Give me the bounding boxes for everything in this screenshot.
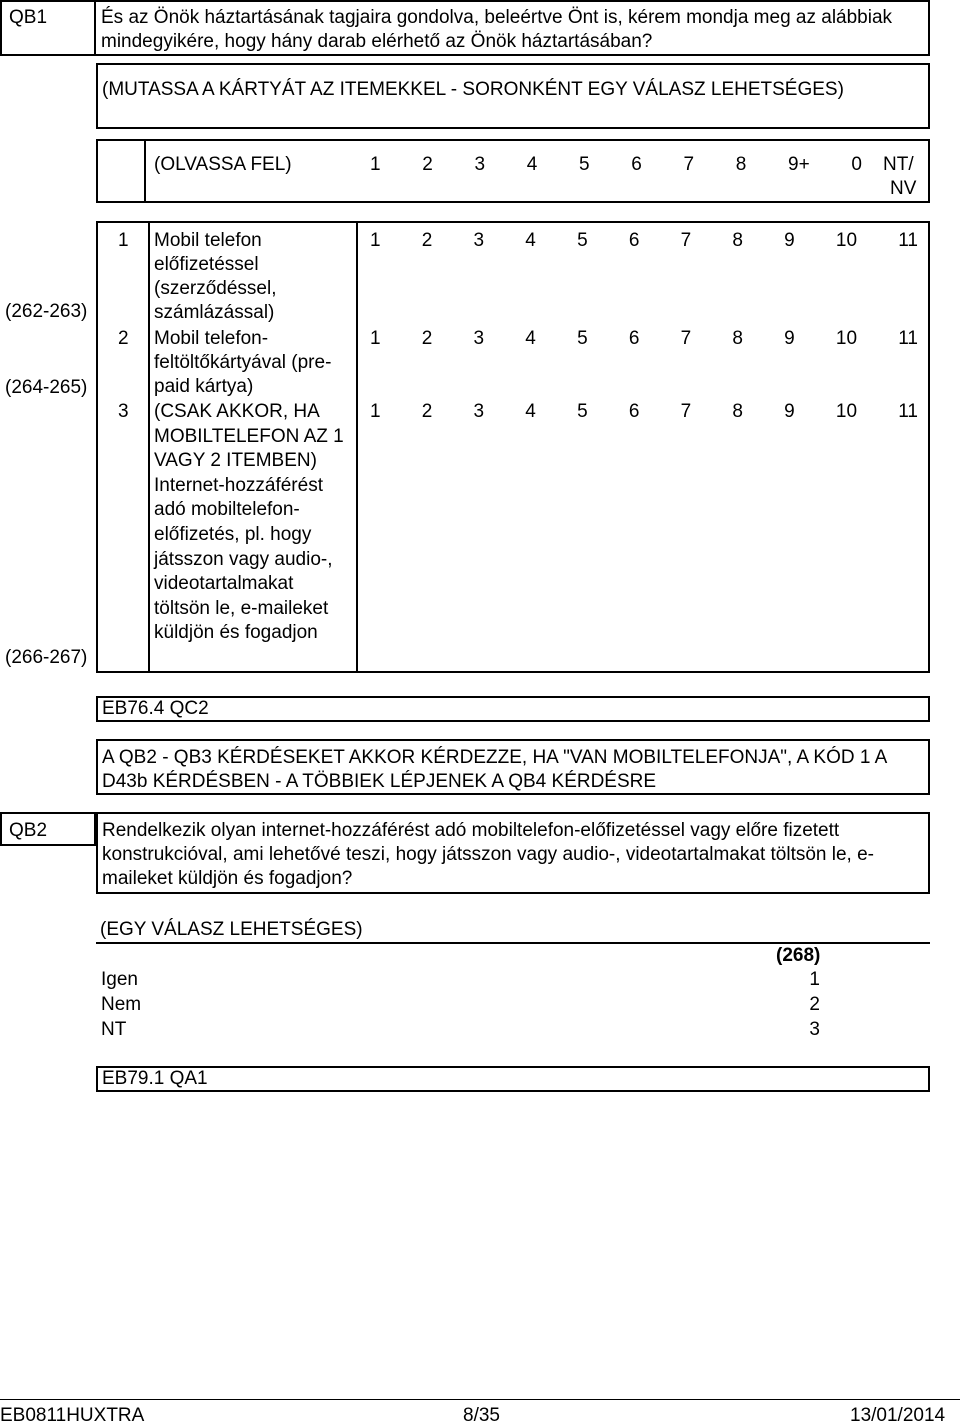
item-scale-3	[370, 400, 918, 424]
scale-2-4[interactable]: 4	[525, 328, 536, 349]
qb1-items-divider-2	[356, 221, 358, 673]
header-scale-8: 8	[735, 154, 747, 175]
qb2-option-nem[interactable]: Nem	[101, 994, 142, 1015]
header-scale-7: 7	[683, 154, 695, 175]
item-scale-1	[370, 229, 918, 253]
qb1-question: És az Önök háztartásának tagjaira gondolva, beleértve Önt is, kérem mondja meg az alábbiak mindegyikére, hogy hány darab elérhető az Önök háztartásában?	[101, 7, 893, 52]
scale-1-9[interactable]: 9	[784, 230, 795, 251]
qb2-source: EB79.1 QA1	[102, 1068, 208, 1089]
qb2-option-nt[interactable]: NT	[101, 1019, 127, 1040]
qb1-source-box	[96, 696, 930, 722]
scale-1-3[interactable]: 3	[473, 230, 485, 251]
scale-2-6[interactable]: 6	[628, 328, 640, 349]
scale-2-7[interactable]: 7	[680, 328, 692, 349]
item-num-2: 2	[118, 328, 129, 349]
header-scale-5: 5	[579, 154, 590, 175]
item-num-1: 1	[118, 230, 129, 251]
header-scale-4: 4	[526, 154, 538, 175]
scale-2-10[interactable]: 10	[835, 328, 858, 349]
scale-1-1[interactable]: 1	[370, 230, 381, 251]
qb2-question: Rendelkezik olyan internet-hozzáférést adó mobiltelefon-előfizetéssel vagy előre fizetett konstrukcióval, ami lehetővé teszi, hogy játsszon vagy audio-, videotartalmakat töltsön le, e-maileket küldjön és fogadjon?	[102, 820, 874, 889]
scale-3-7[interactable]: 7	[680, 401, 692, 422]
qb2-option-igen[interactable]: Igen	[101, 969, 138, 990]
scale-2-5[interactable]: 5	[577, 328, 588, 349]
item-text-1: Mobil telefon előfizetéssel (szerződéssel, számlázással)	[154, 230, 277, 323]
qb2-option-igen-code: 1	[809, 969, 820, 990]
scale-3-10[interactable]: 10	[835, 401, 858, 422]
qb1-header-nv: NV	[890, 178, 917, 199]
qb1-header-read: (OLVASSA FEL)	[154, 154, 292, 175]
qb1-instruction: (MUTASSA A KÁRTYÁT AZ ITEMEKKEL - SORONKÉNT EGY VÁLASZ LEHETSÉGES)	[102, 79, 844, 100]
header-scale-2: 2	[422, 154, 433, 175]
item-text-3: (CSAK AKKOR, HA MOBILTELEFON AZ 1 VAGY 2 ITEMBEN) Internet-hozzáférést adó mobiltelefon-előfizetés, pl. hogy játsszon vagy audio-, videotartalmakat töltsön le, e-maileket küldjön és fogadjon	[154, 401, 344, 644]
scale-3-9[interactable]: 9	[784, 401, 795, 422]
qb2-id: QB2	[9, 820, 48, 841]
filter-instruction: A QB2 - QB3 KÉRDÉSEKET AKKOR KÉRDEZZE, HA "VAN MOBILTELEFONJA", A KÓD 1 A D43b KÉRDÉSBEN - A TÖBBIEK LÉPJENEK A QB4 KÉRDÉSRE	[102, 747, 887, 792]
scale-3-5[interactable]: 5	[577, 401, 588, 422]
qb2-option-nem-code: 2	[809, 994, 820, 1015]
scale-1-7[interactable]: 7	[680, 230, 692, 251]
qb1-header-scale	[370, 153, 862, 177]
scale-2-2[interactable]: 2	[421, 328, 433, 349]
footer-date: 13/01/2014	[850, 1405, 946, 1426]
header-scale-9plus: 9+	[788, 154, 810, 175]
header-scale-1: 1	[370, 154, 381, 175]
scale-1-4[interactable]: 4	[525, 230, 536, 251]
scale-1-10[interactable]: 10	[835, 230, 858, 251]
header-scale-6: 6	[631, 154, 642, 175]
qb2-instruction: (EGY VÁLASZ LEHETSÉGES)	[100, 919, 363, 940]
scale-1-8[interactable]: 8	[732, 230, 743, 251]
qb2-option-nt-code: 3	[809, 1019, 820, 1040]
qb2-code: (268)	[776, 945, 821, 966]
scale-2-8[interactable]: 8	[732, 328, 743, 349]
scale-1-11[interactable]: 11	[898, 230, 918, 251]
footer-page: 8/35	[463, 1405, 500, 1426]
scale-3-2[interactable]: 2	[421, 401, 433, 422]
qb1-id: QB1	[9, 7, 48, 28]
item-scale-2	[370, 327, 918, 351]
item-code-1: (262-263)	[5, 301, 88, 322]
scale-3-3[interactable]: 3	[473, 401, 485, 422]
scale-1-6[interactable]: 6	[628, 230, 640, 251]
scale-3-8[interactable]: 8	[732, 401, 743, 422]
scale-3-1[interactable]: 1	[370, 401, 381, 422]
item-code-3: (266-267)	[5, 647, 88, 668]
qb2-source-box	[96, 1066, 930, 1092]
scale-3-6[interactable]: 6	[628, 401, 640, 422]
qb1-items-divider-1	[148, 221, 150, 673]
scale-1-2[interactable]: 2	[421, 230, 433, 251]
footer-doc-id: EB0811HUXTRA	[0, 1405, 145, 1426]
scale-3-4[interactable]: 4	[525, 401, 536, 422]
scale-2-3[interactable]: 3	[473, 328, 485, 349]
item-num-3: 3	[118, 401, 129, 422]
item-text-2: Mobil telefon-feltöltőkártyával (pre-paid kártya)	[154, 328, 332, 397]
header-scale-0: 0	[851, 154, 862, 175]
qb1-header-nt: NT/	[883, 154, 914, 175]
item-code-2: (264-265)	[5, 377, 88, 398]
footer-rule	[0, 1399, 960, 1400]
qb1-source: EB76.4 QC2	[102, 698, 209, 719]
scale-2-1[interactable]: 1	[370, 328, 381, 349]
scale-1-5[interactable]: 5	[577, 230, 588, 251]
scale-2-11[interactable]: 11	[898, 328, 918, 349]
header-scale-3: 3	[474, 154, 486, 175]
scale-2-9[interactable]: 9	[784, 328, 795, 349]
scale-3-11[interactable]: 11	[898, 401, 918, 422]
qb1-header-divider	[144, 139, 146, 203]
